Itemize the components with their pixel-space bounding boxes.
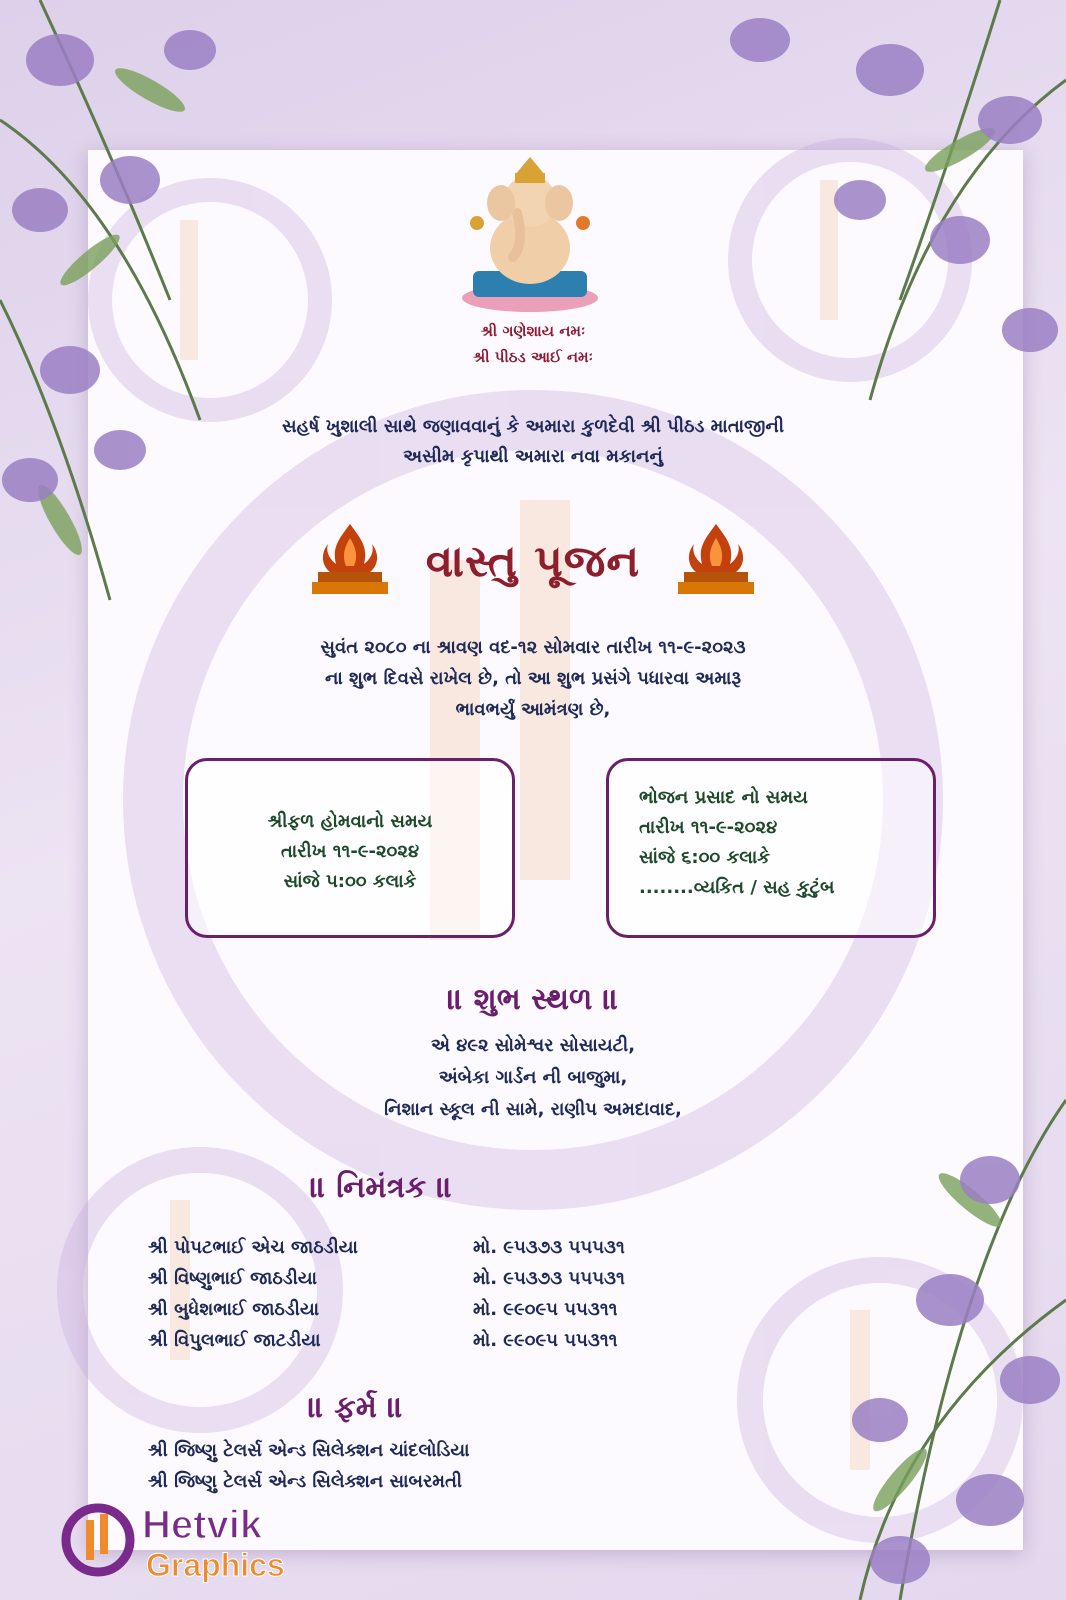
bhojan-time-box bbox=[606, 758, 936, 938]
brand-name: Hetvik bbox=[142, 1503, 263, 1547]
event-details bbox=[160, 632, 906, 725]
hetvik-graphics-logo bbox=[60, 1496, 350, 1586]
firm-list bbox=[148, 1435, 470, 1497]
host-name: શ્રી પોપટભાઈ એચ જાઠડીયા bbox=[148, 1237, 358, 1258]
host-phone: મો. ૯૫૩૭૩ ૫૫૫૩૧ bbox=[473, 1237, 625, 1258]
homa-heading: શ્રીફળ હોમવાનો સમય bbox=[267, 811, 433, 832]
bhojan-guests: ........વ્યકિત / સહ કુટુંબ bbox=[639, 877, 835, 898]
firm-heading: ॥ ફર્મ ॥ bbox=[308, 1390, 404, 1425]
venue-line-3: નિશાન સ્કૂલ ની સામે, રાણીપ અમદાવાદ, bbox=[384, 1099, 682, 1120]
firm-line-2: શ્રી જિષ્ણુ ટેલર્સ એન્ડ સિલેક્શન સાબરમતી bbox=[148, 1471, 463, 1492]
venue-address bbox=[233, 1030, 833, 1126]
details-line-2: ના શુભ દિવસે રાખેલ છે, તો આ શુભ પ્રસંગે પધારવા અમારૂ bbox=[324, 668, 742, 689]
hosts-list bbox=[148, 1232, 625, 1356]
event-title: વાસ્તુ પૂજન bbox=[425, 536, 641, 587]
brand-subtitle: Graphics bbox=[146, 1547, 285, 1583]
host-name: શ્રી વિષ્ણુભાઈ જાઠડીયા bbox=[148, 1268, 318, 1289]
firm-line-1: શ્રી જિષ્ણુ ટેલર્સ એન્ડ સિલેક્શન ચાંદલોડિયા bbox=[148, 1440, 470, 1461]
havan-fire-icon bbox=[310, 520, 390, 596]
hosts-heading: ॥ નિમંત્રક ॥ bbox=[310, 1170, 453, 1205]
homa-time: સાંજે ૫:૦૦ કલાકે bbox=[283, 871, 417, 892]
host-phone: મો. ૯૫૩૭૩ ૫૫૫૩૧ bbox=[473, 1268, 625, 1289]
bhojan-date: તારીખ ૧૧-૯-૨૦૨૪ bbox=[639, 817, 778, 838]
host-row bbox=[148, 1263, 625, 1294]
bhojan-heading: ભોજન પ્રસાદ નો સમય bbox=[639, 787, 808, 808]
intro-line-1: સહર્ષ ખુશાલી સાથે જણાવવાનું કે અમારા કુળદેવી શ્રી પીઠડ માતાજીની bbox=[282, 416, 784, 437]
invocation-line-1: શ્રી ગણેશાય નમઃ bbox=[480, 322, 586, 340]
venue-line-1: એ ૪૯૨ સોમેશ્વર સોસાયટી, bbox=[430, 1035, 636, 1056]
invocation-line-2: શ્રી પીઠડ આઈ નમઃ bbox=[473, 348, 593, 366]
bhojan-time: સાંજે ૬:૦૦ કલાકે bbox=[639, 847, 770, 868]
host-row bbox=[148, 1232, 625, 1263]
host-row bbox=[148, 1325, 625, 1356]
venue-line-2: અંબેકા ગાર્ડન ની બાજુમા, bbox=[438, 1067, 628, 1088]
host-phone: મો. ૯૯૦૯૫ ૫૫૩૧૧ bbox=[473, 1299, 618, 1320]
havan-fire-icon bbox=[676, 520, 756, 596]
host-phone: મો. ૯૯૦૯૫ ૫૫૩૧૧ bbox=[473, 1330, 618, 1351]
homa-date: તારીખ ૧૧-૯-૨૦૨૪ bbox=[280, 841, 420, 862]
homa-time-box bbox=[185, 758, 515, 938]
details-line-1: સુવંત ૨૦૮૦ ના શ્રાવણ વદ-૧૨ સોમવાર તારીખ ૧૧-૯-૨૦૨૩ bbox=[320, 637, 746, 658]
host-name: શ્રી વિપુલભાઈ જાટડીયા bbox=[148, 1330, 321, 1351]
details-line-3: ભાવભર્યું આમંત્રણ છે, bbox=[455, 699, 611, 720]
host-row bbox=[148, 1294, 625, 1325]
ganesha-icon bbox=[455, 153, 605, 315]
host-name: શ્રી બુધેશભાઈ જાઠડીયા bbox=[148, 1299, 320, 1320]
venue-heading: ॥ શુભ સ્થળ ॥ bbox=[447, 982, 619, 1017]
intro-line-2: અસીમ કૃપાથી અમારા નવા મકાનનું bbox=[403, 446, 663, 467]
